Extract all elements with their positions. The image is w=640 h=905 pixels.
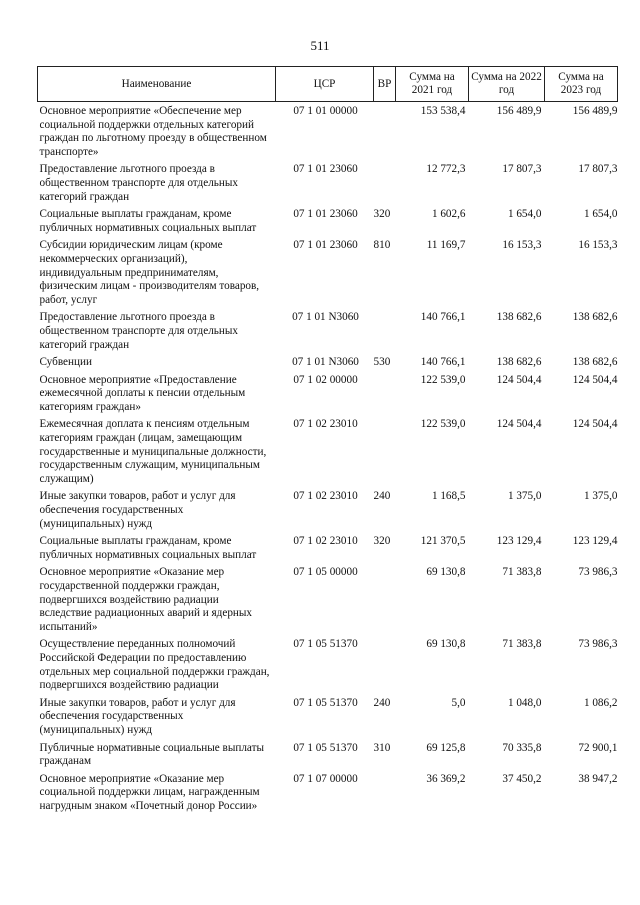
row-sum-2021: 153 538,4 — [420, 105, 466, 117]
row-name: Иные закупки товаров, работ и услуг для обеспечения государственных (муниципальных) нужд — [39, 490, 236, 530]
row-name: Предоставление льготного проезда в общественном транспорте для отдельных категорий граждан — [39, 163, 238, 203]
row-csr: 07 1 01 23060 — [293, 163, 358, 176]
row-sum-2022: 138 682,6 — [496, 311, 542, 324]
row-sum-2023: 72 900,1 — [578, 741, 618, 754]
row-sum-2022: 71 383,8 — [502, 566, 542, 579]
row-sum-2023: 124 504,4 — [572, 373, 618, 386]
table-row — [38, 308, 618, 353]
row-csr: 07 1 05 51370 — [293, 638, 358, 651]
table-row — [38, 770, 618, 815]
row-name: Субвенции — [39, 356, 92, 369]
header-name: Наименование — [38, 67, 276, 102]
row-sum-2023: 1 086,2 — [583, 696, 618, 709]
row-name: Предоставление льготного проезда в общественном транспорте для отдельных категорий граждан — [39, 311, 238, 351]
row-vr — [374, 102, 396, 161]
row-vr — [374, 563, 396, 635]
row-name: Социальные выплаты гражданам, кроме публичных нормативных социальных выплат — [39, 208, 257, 234]
row-sum-2021: 69 130,8 — [426, 638, 466, 651]
row-csr: 07 1 05 51370 — [293, 741, 358, 754]
row-sum-2021: 122 539,0 — [420, 373, 466, 386]
row-sum-2022: 124 504,4 — [496, 373, 542, 386]
row-vr: 310 — [373, 741, 391, 754]
table-row — [38, 487, 618, 532]
row-sum-2021: 5,0 — [451, 696, 466, 709]
row-csr: 07 1 02 23010 — [293, 535, 358, 548]
table-row — [38, 532, 618, 563]
table-row — [38, 563, 618, 635]
row-vr — [374, 371, 396, 416]
row-sum-2023: 138 682,6 — [572, 311, 618, 324]
row-sum-2021: 122 539,0 — [420, 418, 466, 431]
row-name: Основное мероприятие «Предоставление ежемесячной доплаты к пенсии отдельным категориям граждан» — [39, 373, 246, 413]
row-sum-2021: 121 370,5 — [420, 535, 466, 548]
row-sum-2022: 37 450,2 — [502, 772, 542, 785]
table-row — [38, 371, 618, 416]
row-sum-2022: 138 682,6 — [496, 356, 542, 369]
row-sum-2023: 16 153,3 — [578, 239, 618, 252]
table-row — [38, 160, 618, 205]
row-csr: 07 1 01 23060 — [293, 239, 358, 252]
row-sum-2023: 1 654,0 — [583, 208, 618, 221]
row-sum-2021: 69 130,8 — [426, 566, 466, 579]
row-sum-2023: 17 807,3 — [578, 163, 618, 176]
row-name: Публичные нормативные социальные выплаты гражданам — [39, 741, 265, 768]
table-row — [38, 353, 618, 371]
row-sum-2022: 16 153,3 — [502, 239, 542, 252]
row-vr: 810 — [373, 239, 391, 252]
row-sum-2021: 1 602,6 — [431, 208, 466, 221]
table-row — [38, 739, 618, 770]
row-vr — [374, 770, 396, 815]
table-row — [38, 415, 618, 487]
row-sum-2022: 1 048,0 — [507, 696, 542, 709]
row-vr — [374, 308, 396, 353]
row-name: Социальные выплаты гражданам, кроме публичных нормативных социальных выплат — [39, 535, 257, 561]
row-sum-2022: 1 375,0 — [507, 490, 542, 503]
row-sum-2022: 71 383,8 — [502, 638, 542, 651]
table-row — [38, 694, 618, 739]
header-csr: ЦСР — [276, 67, 374, 102]
row-sum-2023: 38 947,2 — [578, 772, 618, 785]
header-sum-2021: Сумма на 2021 год — [396, 67, 469, 102]
table-row — [38, 635, 618, 693]
row-csr: 07 1 02 00000 — [293, 373, 358, 386]
budget-table — [37, 66, 618, 815]
row-sum-2023: 124 504,4 — [572, 418, 618, 431]
row-sum-2021: 36 369,2 — [426, 772, 466, 785]
header-sum-2022: Сумма на 2022 год — [469, 67, 545, 102]
row-sum-2022: 70 335,8 — [502, 741, 542, 754]
row-sum-2021: 1 168,5 — [431, 490, 466, 503]
row-sum-2021: 140 766,1 — [420, 311, 466, 324]
row-sum-2021: 140 766,1 — [420, 356, 466, 369]
row-name: Осуществление переданных полномочий Российской Федерации по предоставлению отдельных мер социальной поддержки граждан, подвергшихся воздействию радиации — [39, 638, 270, 692]
row-name: Субсидии юридическим лицам (кроме некоммерческих организаций), индивидуальным предпринимателям, физическим лицам - производителям товаров, работ, услуг — [39, 239, 260, 306]
row-sum-2023: 1 375,0 — [583, 490, 618, 503]
header-vr: ВР — [374, 67, 396, 102]
row-name: Иные закупки товаров, работ и услуг для обеспечения государственных (муниципальных) нужд — [39, 696, 236, 736]
table-row — [38, 236, 618, 308]
header-sum-2023: Сумма на 2023 год — [545, 67, 618, 102]
row-name: Основное мероприятие «Оказание мер государственной поддержки граждан, подвергшихся воздействию радиации вследствие радиационных аварий и ядерных испытаний» — [39, 566, 253, 633]
row-sum-2022: 1 654,0 — [507, 208, 542, 221]
row-csr: 07 1 05 51370 — [293, 696, 358, 709]
row-vr: 320 — [373, 208, 391, 221]
row-vr: 240 — [373, 490, 391, 503]
row-vr — [374, 415, 396, 487]
row-sum-2022: 124 504,4 — [496, 418, 542, 431]
row-csr: 07 1 05 00000 — [293, 566, 358, 579]
row-sum-2021: 69 125,8 — [426, 741, 466, 754]
row-vr: 240 — [373, 696, 391, 709]
row-sum-2023: 123 129,4 — [572, 535, 618, 548]
row-csr: 07 1 07 00000 — [293, 772, 358, 785]
row-csr: 07 1 01 00000 — [293, 105, 358, 117]
row-sum-2021: 12 772,3 — [426, 163, 466, 176]
row-vr — [374, 635, 396, 693]
row-csr: 07 1 01 23060 — [293, 208, 358, 221]
row-csr: 07 1 01 N3060 — [292, 356, 359, 369]
row-sum-2022: 123 129,4 — [496, 535, 542, 548]
row-vr — [374, 160, 396, 205]
row-vr: 530 — [373, 356, 391, 369]
row-name: Основное мероприятие «Обеспечение мер социальной поддержки отдельных категорий граждан по льготному проезду в общественном транспорте» — [39, 105, 267, 158]
page-number: 511 — [310, 38, 330, 53]
row-sum-2023: 73 986,3 — [578, 566, 618, 579]
row-sum-2023: 138 682,6 — [572, 356, 618, 369]
row-sum-2022: 156 489,9 — [496, 105, 542, 117]
row-csr: 07 1 01 N3060 — [292, 311, 359, 324]
row-csr: 07 1 02 23010 — [293, 418, 358, 431]
row-sum-2023: 73 986,3 — [578, 638, 618, 651]
row-csr: 07 1 02 23010 — [293, 490, 358, 503]
row-sum-2022: 17 807,3 — [502, 163, 542, 176]
row-sum-2021: 11 169,7 — [426, 239, 466, 252]
table-row — [38, 102, 618, 161]
row-vr: 320 — [373, 535, 391, 548]
row-name: Ежемесячная доплата к пенсиям отдельным категориям граждан (лицам, замещающим государственные и муниципальные должности, государственным служащим, муниципальным служащим) — [39, 418, 267, 485]
row-sum-2023: 156 489,9 — [572, 105, 618, 117]
row-name: Основное мероприятие «Оказание мер социальной поддержки лицам, награжденным нагрудным знаком «Почетный донор России» — [39, 772, 260, 812]
table-header-row — [38, 67, 618, 102]
table-row — [38, 205, 618, 236]
